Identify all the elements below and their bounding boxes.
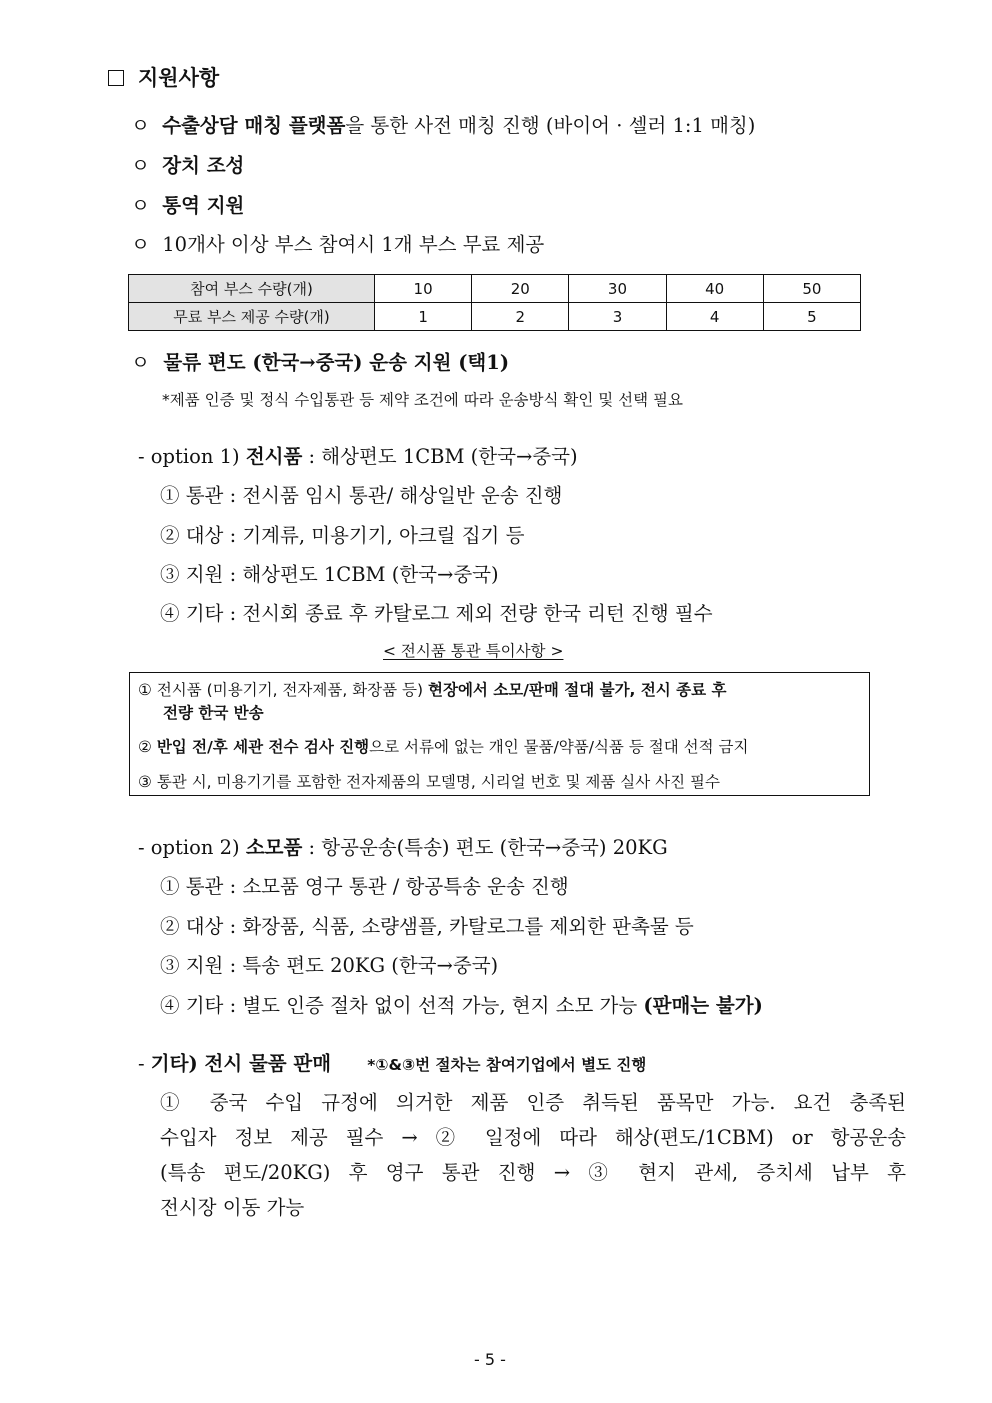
option1-bold: 전시품	[245, 445, 303, 468]
bullet-bold-text: 통역 지원	[162, 194, 245, 217]
other-title: 기타) 전시 물품 판매	[150, 1052, 332, 1075]
notice-item-1-cont: 전량 한국 반송	[163, 704, 264, 722]
option2-item-2: ② 대상 : 화장품, 식품, 소량샘플, 카탈로그를 제외한 판촉물 등	[160, 915, 694, 938]
option1-item-3: ③ 지원 : 해상편도 1CBM (한국→중국)	[160, 563, 499, 586]
option1-text: : 해상편도 1CBM (한국→중국)	[302, 445, 578, 468]
notice-title: < 전시품 통관 특이사항 >	[383, 642, 564, 660]
other-line-4: 전시장 이동 가능	[160, 1196, 305, 1219]
table-cell: 5	[763, 303, 860, 331]
option2-text: : 항공운송(특송) 편도 (한국→중국) 20KG	[302, 836, 668, 859]
option1-item-4: ④ 기타 : 전시회 종료 후 카탈로그 제외 전량 한국 리턴 진행 필수	[160, 602, 713, 625]
notice-item-1-bold: 현장에서 소모/판매 절대 불가, 전시 종료 후	[428, 681, 727, 699]
table-cell: 4	[666, 303, 763, 331]
other-line-3: (특송 편도/20KG) 후 영구 통관 진행 → ③ 현지 관세, 증치세 납부 후	[160, 1161, 906, 1184]
notice-item-2	[138, 735, 748, 757]
bullet-interpretation	[131, 190, 244, 218]
option2-item-4-bold: (판매는 불가)	[643, 994, 763, 1017]
table-cell: 30	[569, 275, 666, 303]
bullet-marker: ㅇ	[131, 351, 150, 374]
notice-item-2-text: 으로 서류에 없는 개인 물품/약품/식품 등 절대 선적 금지	[369, 738, 749, 756]
table-row	[129, 303, 861, 331]
bullet-text: 을 통한 사전 매칭 진행 (바이어 · 셀러 1:1 매칭)	[345, 114, 756, 137]
table-cell: 1	[375, 303, 472, 331]
notice-item-3: ③ 통관 시, 미용기기를 포함한 전자제품의 모델명, 시리얼 번호 및 제품 실사 사진 필수	[138, 773, 720, 791]
checkbox-square-icon	[108, 70, 124, 86]
table-cell: 3	[569, 303, 666, 331]
logistics-note: *제품 인증 및 정식 수입통관 등 제약 조건에 따라 운송방식 확인 및 선택 필요	[162, 391, 683, 409]
logistics-title: 물류 편도 (한국→중국) 운송 지원 (택1)	[163, 351, 510, 374]
table-header-cell: 참여 부스 수량(개)	[129, 275, 375, 303]
bullet-marker: ㅇ	[131, 194, 150, 217]
option2-item-1: ① 통관 : 소모품 영구 통관 / 항공특송 운송 진행	[160, 875, 569, 898]
table-cell: 2	[472, 303, 569, 331]
table-cell: 40	[666, 275, 763, 303]
table-header-cell: 무료 부스 제공 수량(개)	[129, 303, 375, 331]
notice-item-2-bold: 반입 전/후 세관 전수 검사 진행	[156, 738, 370, 756]
option1-heading	[138, 441, 578, 469]
bullet-marker: ㅇ	[131, 114, 150, 137]
section-heading	[108, 62, 219, 92]
bullet-bold-text: 수출상담 매칭 플랫폼	[162, 114, 346, 137]
dash-marker: -	[138, 1052, 145, 1075]
other-heading	[138, 1048, 646, 1076]
customs-notice-box	[129, 672, 870, 796]
option2-item-4-text: ④ 기타 : 별도 인증 절차 없이 선적 가능, 현지 소모 가능	[160, 994, 644, 1017]
bullet-free-booth	[131, 229, 544, 257]
option1-item-1: ① 통관 : 전시품 임시 통관/ 해상일반 운송 진행	[160, 484, 563, 507]
table-cell: 50	[763, 275, 860, 303]
table-row	[129, 275, 861, 303]
logistics-heading	[131, 347, 509, 375]
bullet-text: 10개사 이상 부스 참여시 1개 부스 무료 제공	[162, 233, 545, 256]
section-title: 지원사항	[138, 65, 220, 90]
bullet-marker: ㅇ	[131, 154, 150, 177]
notice-item-1-text: ① 전시품 (미용기기, 전자제품, 화장품 등)	[138, 681, 429, 699]
free-booth-table	[128, 274, 861, 331]
bullet-marker: ㅇ	[131, 233, 150, 256]
notice-item-2-num: ②	[138, 738, 157, 756]
dash-marker: -	[138, 836, 145, 859]
option1-item-2: ② 대상 : 기계류, 미용기기, 아크릴 집기 등	[160, 524, 525, 547]
other-note: *①&③번 절차는 참여기업에서 별도 진행	[367, 1056, 647, 1074]
page-number: - 5 -	[474, 1350, 506, 1369]
table-cell: 10	[375, 275, 472, 303]
option1-label: option 1)	[150, 445, 240, 468]
option2-bold: 소모품	[245, 836, 303, 859]
table-cell: 20	[472, 275, 569, 303]
option2-label: option 2)	[150, 836, 240, 859]
option2-item-4	[160, 990, 763, 1018]
option2-item-3: ③ 지원 : 특송 편도 20KG (한국→중국)	[160, 954, 499, 977]
bullet-booth-setup	[131, 150, 244, 178]
bullet-bold-text: 장치 조성	[162, 154, 245, 177]
option2-heading	[138, 832, 668, 860]
other-line-1: ① 중국 수입 규정에 의거한 제품 인증 취득된 품목만 가능. 요건 충족된	[160, 1091, 906, 1114]
other-line-2: 수입자 정보 제공 필수 → ② 일정에 따라 해상(편도/1CBM) or 항공운송	[160, 1126, 906, 1149]
dash-marker: -	[138, 445, 145, 468]
bullet-matching	[131, 110, 755, 138]
notice-item-1	[138, 678, 727, 700]
